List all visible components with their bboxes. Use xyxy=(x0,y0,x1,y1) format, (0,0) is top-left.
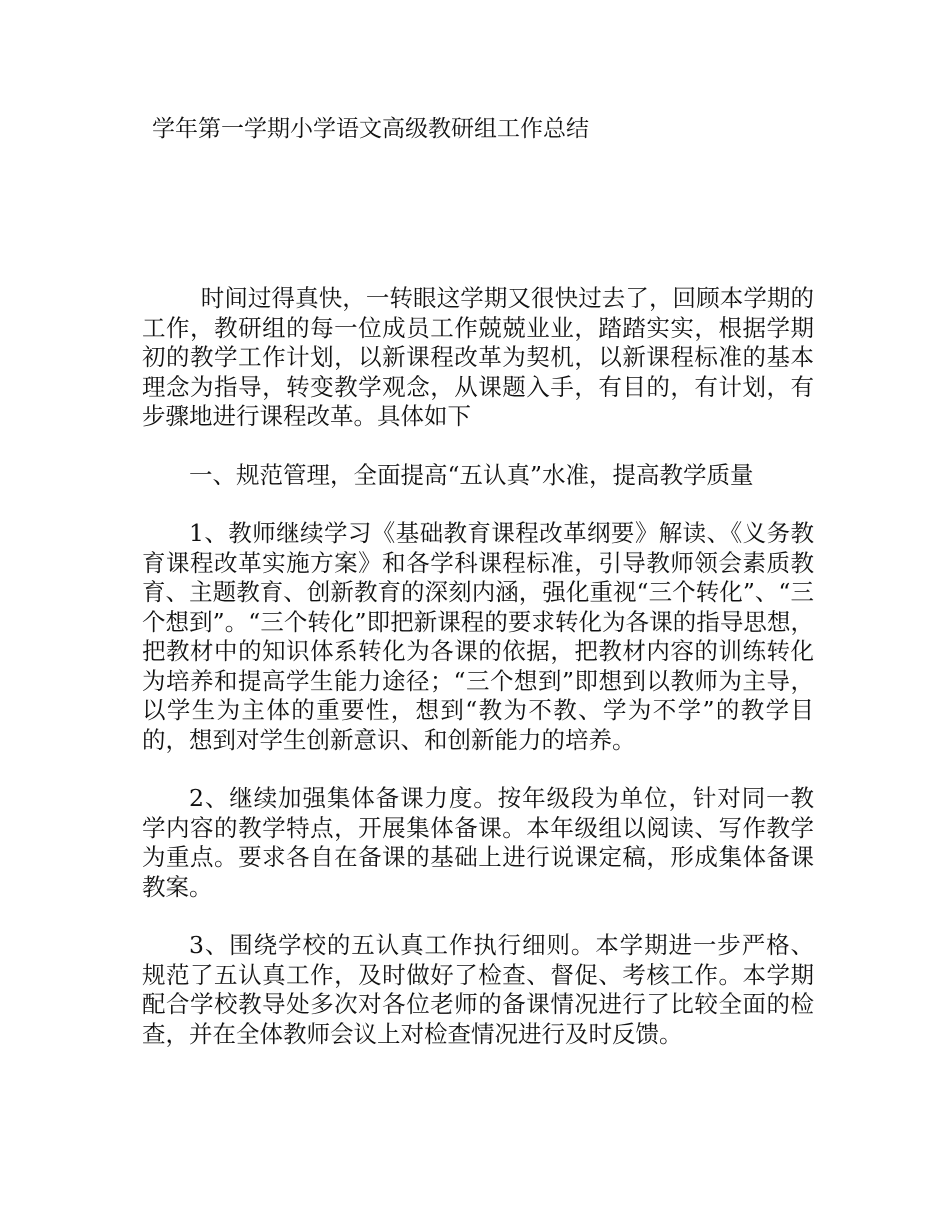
section-heading: 一、规范管理，全面提高“五认真”水准，提高教学质量 xyxy=(189,460,754,489)
intro-paragraph: 时间过得真快，一转眼这学期又很快过去了，回顾本学期的工作，教研组的每一位成员工作兢兢业业，踏踏实实，根据学期初的教学工作计划，以新课程改革为契机，以新课程标准的基本理念为指导，转变教学观念，从课题入手，有目的，有计划，有步骤地进行课程改革。具体如下 xyxy=(142,284,814,430)
document-title: 学年第一学期小学语文高级教研组工作总结 xyxy=(152,116,589,142)
document-body xyxy=(142,284,814,1049)
item-paragraph-2: 2、继续加强集体备课力度。按年级段为单位，针对同一教学内容的教学特点，开展集体备课。本年级组以阅读、写作教学为重点。要求各自在备课的基础上进行说课定稿，形成集体备课教案。 xyxy=(142,784,814,901)
item-paragraph-1: 1、教师继续学习《基础教育课程改革纲要》解读、《义务教育课程改革实施方案》和各学科课程标准，引导教师领会素质教育、主题教育、创新教育的深刻内涵，强化重视“三个转化”、“三个想到”。“三个转化”即把新课程的要求转化为各课的指导思想，把教材中的知识体系转化为各课的依据，把教材内容的训练转化为培养和提高学生能力途径；“三个想到”即想到以教师为主导，以学生为主体的重要性，想到“教为不教、学为不学”的教学目的，想到对学生创新意识、和创新能力的培养。 xyxy=(142,519,814,754)
item-paragraph-3: 3、围绕学校的五认真工作执行细则。本学期进一步严格、规范了五认真工作，及时做好了检查、督促、考核工作。本学期配合学校教导处多次对各位老师的备课情况进行了比较全面的检查，并在全体教师会议上对检查情况进行及时反馈。 xyxy=(142,931,814,1048)
